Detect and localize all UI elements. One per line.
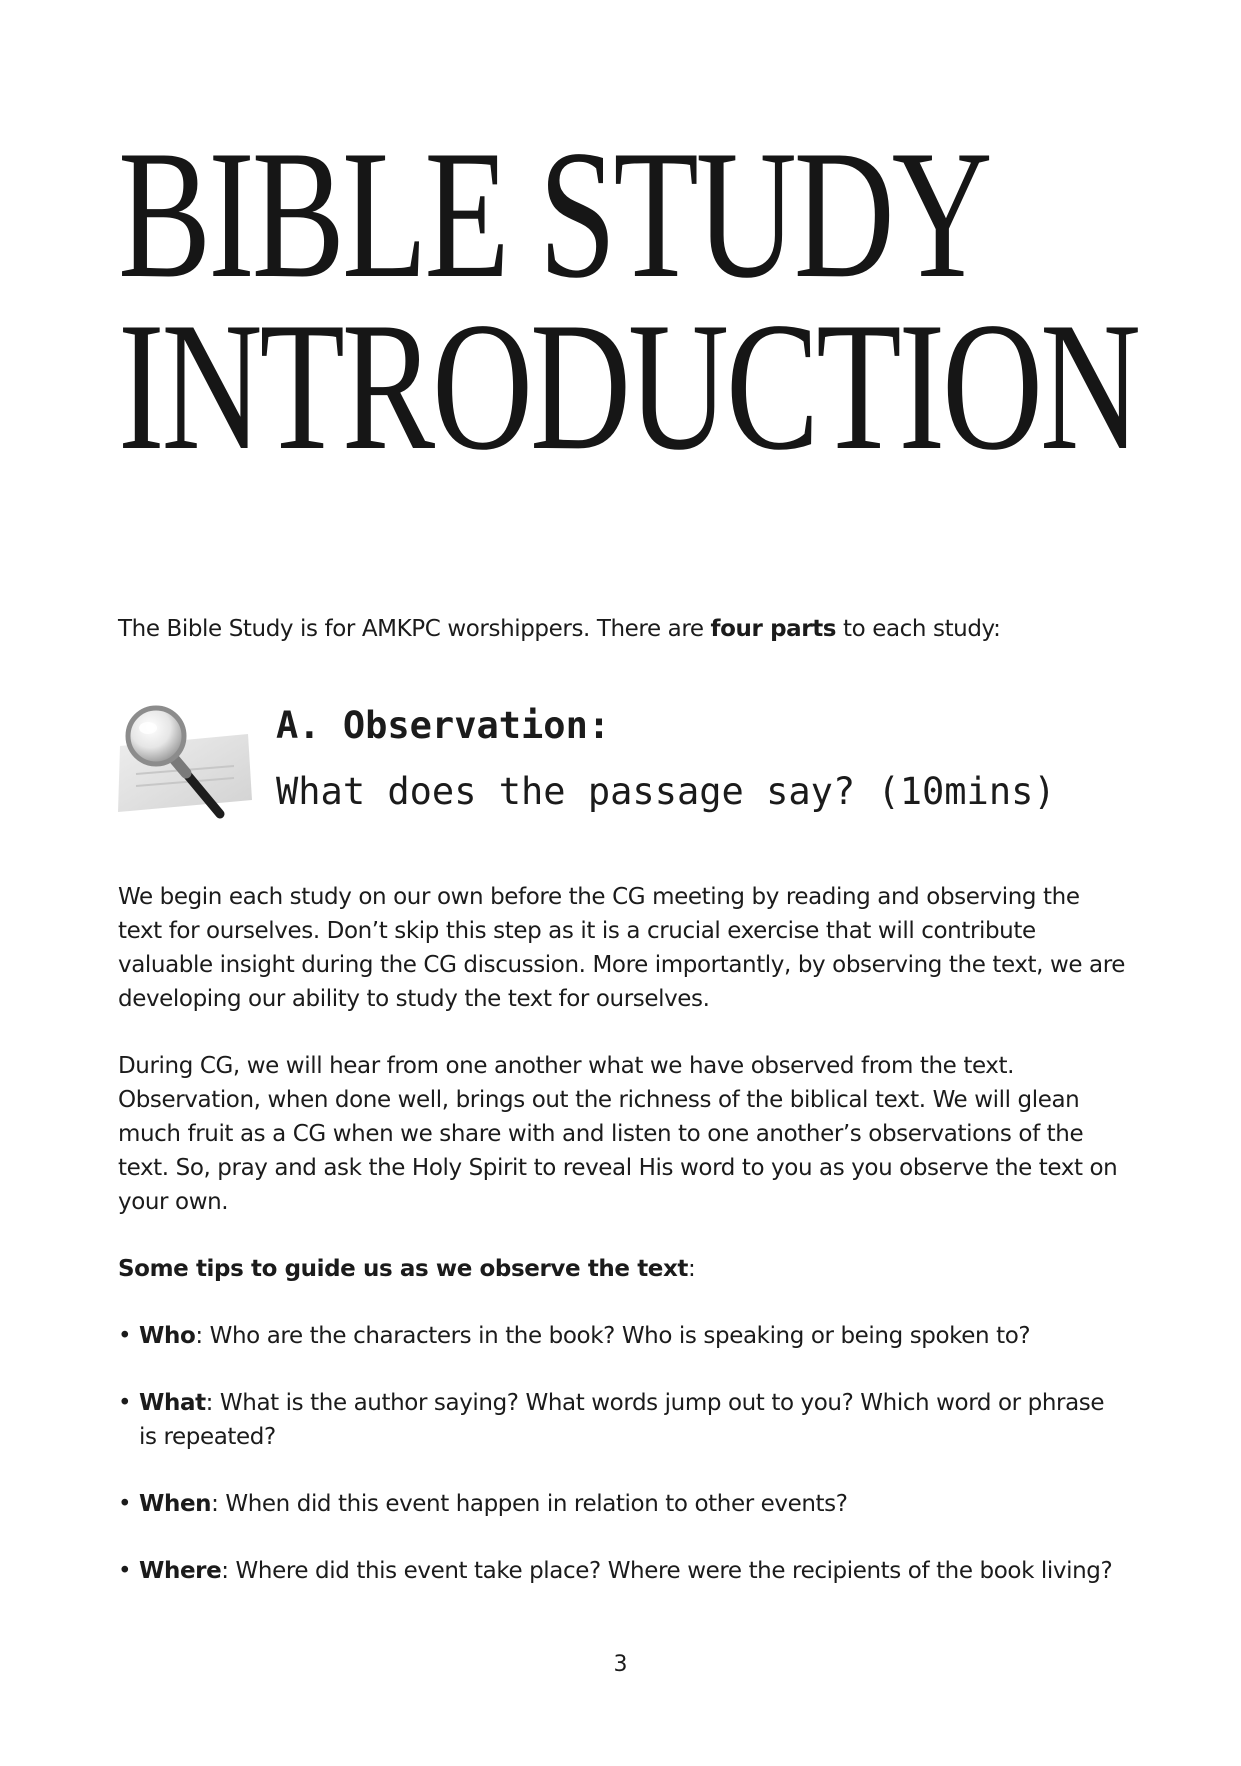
page-title-line-1: BIBLE STUDY bbox=[118, 112, 990, 316]
section-a-subheading: What does the passage say? (10mins) bbox=[276, 770, 1056, 813]
bullet: • bbox=[118, 1491, 132, 1517]
tip-term: Where bbox=[139, 1558, 222, 1584]
bullet: • bbox=[118, 1390, 132, 1416]
intro-paragraph bbox=[118, 612, 1128, 646]
intro-text-before: The Bible Study is for AMKPC worshippers. There are bbox=[118, 616, 711, 642]
tip-term: What bbox=[139, 1390, 206, 1416]
tips-heading-bold: Some tips to guide us as we observe the text bbox=[118, 1256, 689, 1282]
tips-heading bbox=[118, 1252, 1128, 1286]
tip-term: When bbox=[139, 1491, 212, 1517]
list-item bbox=[118, 1554, 1128, 1588]
body-content bbox=[118, 880, 1128, 1621]
page-title bbox=[118, 112, 1138, 488]
page-title-line-2: INTRODUCTION bbox=[118, 284, 1138, 488]
bullet: • bbox=[118, 1558, 132, 1584]
intro-text-after: to each study: bbox=[836, 616, 1001, 642]
page-number: 3 bbox=[613, 1652, 628, 1677]
section-a-header bbox=[116, 700, 1136, 830]
bullet: • bbox=[118, 1323, 132, 1349]
tips-heading-colon: : bbox=[688, 1256, 696, 1282]
tip-text: : Who are the characters in the book? Who is speaking or being spoken to? bbox=[195, 1323, 1031, 1349]
intro-text-bold: four parts bbox=[710, 616, 837, 642]
tip-text: : When did this event happen in relation to other events? bbox=[211, 1491, 848, 1517]
section-a-heading: A. Observation: bbox=[276, 704, 611, 747]
body-paragraph-1: We begin each study on our own before the CG meeting by reading and observing the text for ourselves. Don’t skip this step as it is a crucial exercise that will contribute valuable insight during the CG discussion. More importantly, by observing the text, we are developing our ability to study the text for ourselves. bbox=[118, 884, 1126, 1012]
tip-text: : Where did this event take place? Where were the recipients of the book living? bbox=[221, 1558, 1113, 1584]
list-item bbox=[118, 1487, 1128, 1521]
tip-term: Who bbox=[139, 1323, 196, 1349]
body-paragraph-2: During CG, we will hear from one another what we have observed from the text. Observation, when done well, brings out the richness of the biblical text. We will glean much fruit as a CG when we share with and listen to one another’s observations of the text. So, pray and ask the Holy Spirit to reveal His word to you as you observe the text on your own. bbox=[118, 1053, 1118, 1215]
tips-list bbox=[118, 1319, 1128, 1588]
list-item bbox=[118, 1319, 1128, 1353]
list-item bbox=[118, 1386, 1128, 1454]
magnifying-glass-icon bbox=[116, 704, 256, 824]
tip-text: : What is the author saying? What words jump out to you? Which word or phrase is repeated? bbox=[139, 1390, 1105, 1450]
